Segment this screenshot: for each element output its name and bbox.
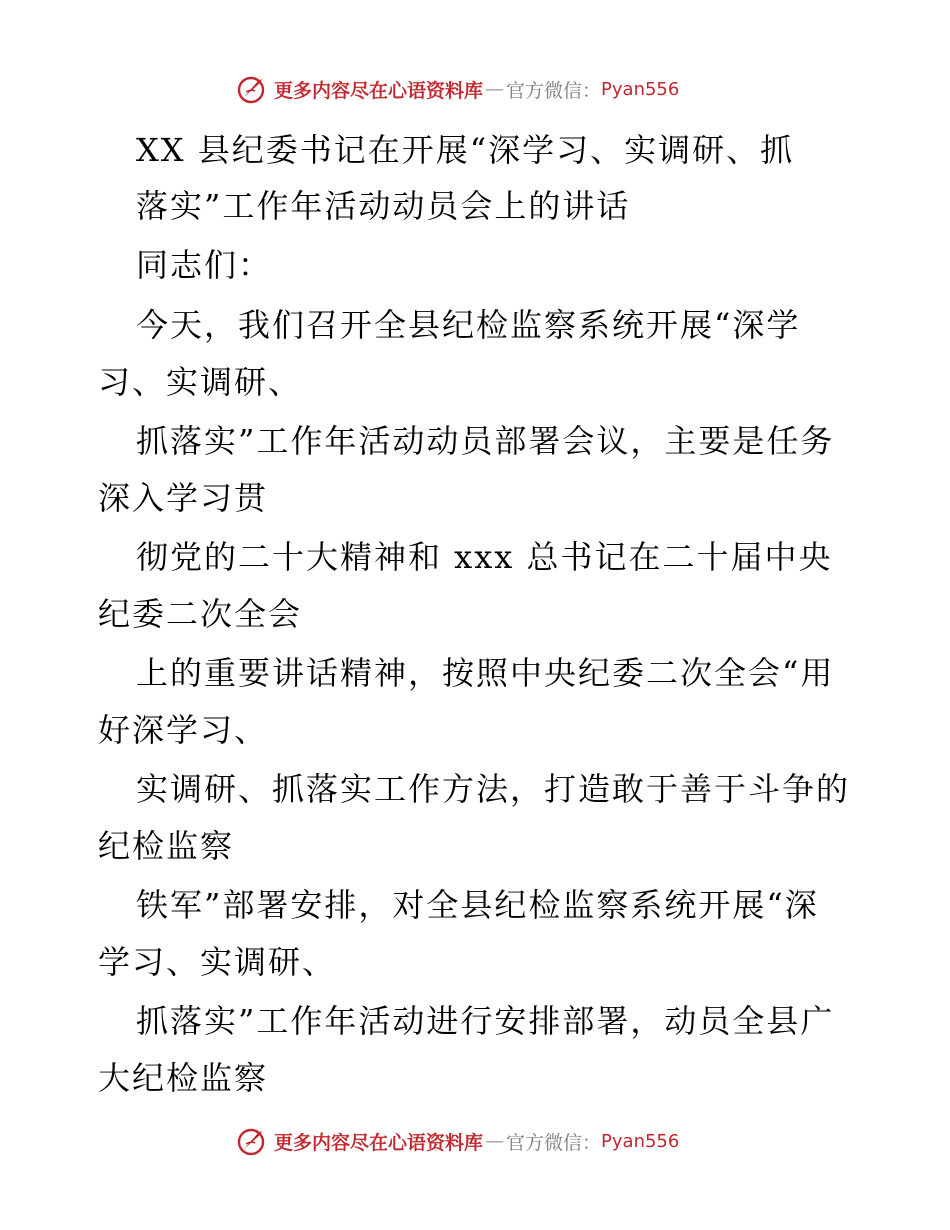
- banner-separator: —: [485, 78, 505, 100]
- wechat-id: Pyan556: [601, 78, 680, 100]
- paragraph-line: 学习、实调研、: [98, 943, 337, 981]
- paragraph-line: 实调研、抓落实工作方法，打造敢于善于斗争的: [136, 770, 851, 808]
- paragraph-line: 铁军”部署安排，对全县纪检监察系统开展“深: [136, 886, 819, 924]
- promo-text: 更多内容尽在心语资料库: [274, 79, 484, 102]
- paragraph-line: 上的重要讲话精神，按照中央纪委二次全会“用: [136, 654, 835, 692]
- paragraph-line: 习、实调研、: [98, 363, 303, 401]
- paragraph-line: 纪委二次全会: [98, 595, 303, 633]
- salutation: 同志们：: [136, 246, 273, 284]
- paragraph-line: 纪检监察: [98, 827, 235, 865]
- title-line-2: 落实”工作年活动动员会上的讲话: [136, 187, 631, 225]
- paragraph-line: 抓落实”工作年活动动员部署会议，主要是任务: [136, 422, 835, 460]
- quill-logo-icon: [236, 1125, 268, 1157]
- title-line-1: XX 县纪委书记在开展“深学习、实调研、抓: [136, 131, 795, 169]
- quill-logo-icon: [236, 73, 268, 105]
- paragraph-line: 今天，我们召开全县纪检监察系统开展“深学: [136, 306, 801, 344]
- paragraph-line: 大纪检监察: [98, 1059, 269, 1097]
- wechat-label: 官方微信：: [506, 79, 602, 102]
- header-watermark-banner: [236, 72, 756, 106]
- banner-separator: —: [485, 1130, 505, 1152]
- paragraph-line: 抓落实”工作年活动进行安排部署，动员全县广: [136, 1002, 835, 1040]
- promo-text: 更多内容尽在心语资料库: [274, 1131, 484, 1154]
- paragraph-line: 深入学习贯: [98, 479, 269, 517]
- paragraph-line: 彻党的二十大精神和 xxx 总书记在二十届中央: [136, 538, 833, 576]
- footer-watermark-banner: [236, 1124, 756, 1158]
- paragraph-line: 好深学习、: [98, 711, 269, 749]
- wechat-label: 官方微信：: [506, 1131, 602, 1154]
- wechat-id: Pyan556: [601, 1130, 680, 1152]
